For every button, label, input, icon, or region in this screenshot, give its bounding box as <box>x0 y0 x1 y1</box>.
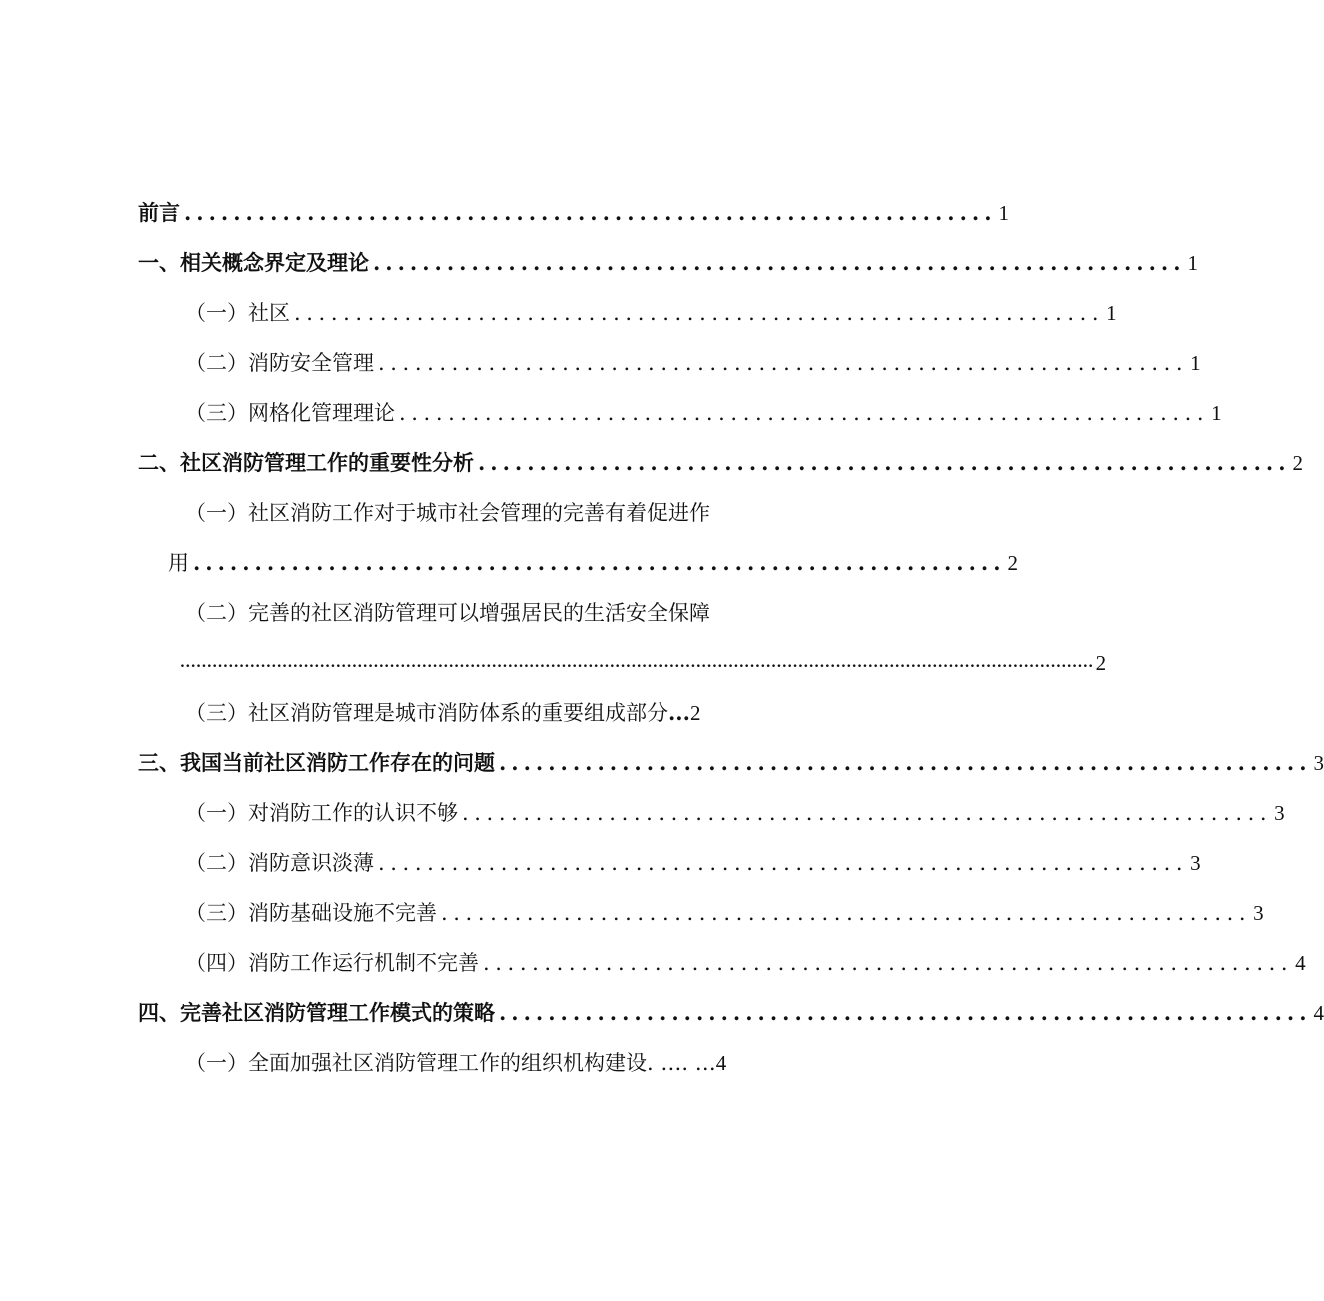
toc-page-number: 4 <box>1295 951 1306 975</box>
toc-entry-title: （三）消防基础设施不完善 <box>185 901 437 925</box>
dot-leader: .................................................................. <box>193 550 1006 575</box>
dot-leader: . …. … <box>647 1051 716 1075</box>
dot-leader: .................................................................. <box>399 401 1210 425</box>
dot-leader: .................................................................. <box>478 450 1291 475</box>
toc-page-number: 1 <box>1211 401 1222 425</box>
toc-entry-1-3[interactable] <box>185 396 1222 430</box>
toc-page-number: 1 <box>1190 351 1201 375</box>
dot-leader: .................................................................. <box>499 750 1312 775</box>
toc-entry-chapter-2[interactable] <box>138 446 1304 480</box>
toc-entry-2-2[interactable] <box>185 596 778 630</box>
toc-page-number: 2 <box>689 701 701 725</box>
toc-page-number: 4 <box>715 1051 727 1075</box>
toc-entry-2-1[interactable] <box>185 496 778 530</box>
toc-page-number: 2 <box>1292 451 1304 475</box>
dot-leader: .................................................................. <box>378 851 1189 875</box>
toc-entry-title: （二）消防安全管理 <box>185 351 374 375</box>
dot-leader: .................................................................. <box>462 801 1273 825</box>
dot-leader: .................................................................. <box>499 1000 1312 1025</box>
toc-entry-title: 二、社区消防管理工作的重要性分析 <box>138 450 474 475</box>
toc-entry-chapter-1[interactable] <box>138 246 1199 280</box>
toc-page-number: 4 <box>1313 1001 1324 1025</box>
toc-entry-title: 用 <box>168 551 189 575</box>
toc-entry-3-3[interactable] <box>185 896 1264 930</box>
toc-entry-title: （二）消防意识淡薄 <box>185 851 374 875</box>
toc-entry-chapter-3[interactable] <box>138 746 1324 780</box>
toc-page-number: 2 <box>1007 551 1019 575</box>
toc-entry-title: 四、完善社区消防管理工作模式的策略 <box>138 1000 495 1025</box>
dot-leader: .................................................................. <box>378 351 1189 375</box>
toc-entry-3-4[interactable] <box>185 946 1306 980</box>
toc-page-number: 1 <box>998 201 1010 225</box>
toc-entry-1-2[interactable] <box>185 346 1201 380</box>
dot-leader: ... <box>668 700 690 725</box>
toc-page-number: 3 <box>1190 851 1201 875</box>
toc-entry-2-1-continued[interactable] <box>168 546 1019 580</box>
dot-leader: .......................................................................................................................................................................... <box>180 655 1094 671</box>
toc-entry-2-2-continued[interactable] <box>180 646 1107 680</box>
toc-entry-title: 一、相关概念界定及理论 <box>138 250 369 275</box>
toc-entry-title: （一）全面加强社区消防管理工作的组织机构建设 <box>185 1051 647 1075</box>
toc-page-number: 1 <box>1187 251 1199 275</box>
toc-entry-title: （三）社区消防管理是城市消防体系的重要组成部分 <box>185 701 668 725</box>
dot-leader: .................................................................. <box>483 951 1294 975</box>
toc-page-number: 2 <box>1095 651 1107 675</box>
toc-entry-3-1[interactable] <box>185 796 1285 830</box>
dot-leader: .................................................................. <box>184 200 997 225</box>
toc-entry-1-1[interactable] <box>185 296 1117 330</box>
toc-entry-title: （一）对消防工作的认识不够 <box>185 801 458 825</box>
toc-entry-title: （一）社区 <box>185 301 290 325</box>
toc-page-number: 1 <box>1106 301 1117 325</box>
toc-entry-title: 前言 <box>138 200 180 225</box>
toc-entry-4-1[interactable] <box>185 1046 778 1080</box>
toc-entry-title: （一）社区消防工作对于城市社会管理的完善有着促进作 <box>185 501 710 525</box>
toc-entry-3-2[interactable] <box>185 846 1201 880</box>
toc-page-number: 3 <box>1313 751 1324 775</box>
toc-entry-chapter-4[interactable] <box>138 996 1324 1030</box>
toc-page-number: 3 <box>1253 901 1264 925</box>
dot-leader: .................................................................. <box>441 901 1252 925</box>
toc-page-number: 3 <box>1274 801 1285 825</box>
toc-entry-title: （四）消防工作运行机制不完善 <box>185 951 479 975</box>
toc-entry-2-3[interactable] <box>185 696 778 730</box>
toc-entry-preface[interactable] <box>138 196 1010 230</box>
toc-entry-title: （三）网格化管理理论 <box>185 401 395 425</box>
dot-leader: .................................................................. <box>373 250 1186 275</box>
toc-entry-title: 三、我国当前社区消防工作存在的问题 <box>138 750 495 775</box>
dot-leader: .................................................................. <box>294 301 1105 325</box>
toc-entry-title: （二）完善的社区消防管理可以增强居民的生活安全保障 <box>185 601 710 625</box>
